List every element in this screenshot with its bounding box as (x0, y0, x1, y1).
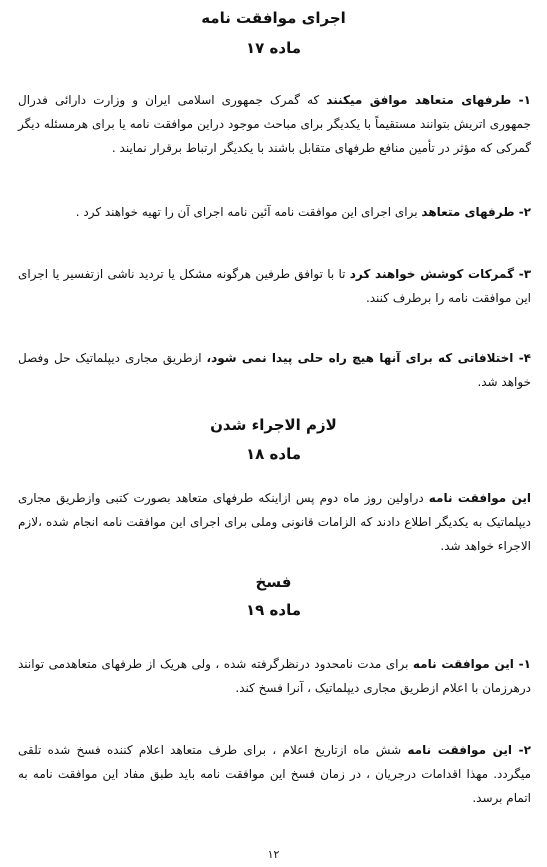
article-17-paragraph-1 (18, 88, 531, 160)
article-19-paragraph-1 (18, 652, 531, 700)
article-17-paragraph-2-lead: ۲- طرفهای متعاهد (421, 205, 531, 219)
article-17-paragraph-2 (18, 200, 531, 224)
article-17-paragraph-1-text: که گمرک جمهوری اسلامی ایران و وزارت دارائی فدرال جمهوری اتریش بتوانند مستقیماً با یکدیگر برای مباحث موجود دراین موافقت نامه یا برای هرمسئله دیگر گمرکی که مؤثر در تأمین منافع طرفهای متقابل باشند با یکدیگر ارتباط برقرار نمایند . (18, 93, 531, 155)
article-19-paragraph-1-text: برای مدت نامحدود درنظرگرفته شده ، ولی هریک از طرفهای متعاهدمی توانند درهرزمان با اعلام ازطریق مجاری دیپلماتیک ، آنرا فسخ کند. (18, 657, 531, 695)
article-17-paragraph-4-text: ازطریق مجاری دیپلماتیک حل وفصل خواهد شد. (18, 351, 531, 389)
section-title-implementation: اجرای موافقت نامه (201, 9, 346, 27)
article-17-paragraph-4-lead: ۴- اختلافاتی که برای آنها هیچ راه حلی پیدا نمی شود، (206, 351, 531, 365)
article-17-paragraph-4 (18, 346, 531, 394)
article-18-paragraph-1-lead: این موافقت نامه (428, 491, 531, 505)
article-19-paragraph-2 (18, 738, 531, 810)
article-17-heading: ماده ۱۷ (245, 39, 301, 57)
article-18-paragraph-1-text: دراولین روز ماه دوم پس ازاینکه طرفهای متعاهد بصورت کتبی وازطریق مجاری دیپلماتیک به یکدیگر اطلاع دادند که الزامات قانونی وملی برای اجرای این موافقت نامه انجام شده ،لازم الاجراء خواهد شد. (18, 491, 531, 553)
article-19-paragraph-2-text: شش ماه ازتاریخ اعلام ، برای طرف متعاهد اعلام کننده فسخ شده تلقی میگردد. مهذا اقدامات درجریان ، در زمان فسخ این موافقت نامه باید طبق مفاد این موافقت نامه به اتمام برسد. (18, 743, 531, 805)
article-17-paragraph-3-lead: ۳- گمرکات کوشش خواهند کرد (349, 267, 532, 281)
article-17-paragraph-2-text: برای اجرای این موافقت نامه آئین نامه اجرای آن را تهیه خواهند کرد . (75, 205, 422, 219)
section-title-entry-into-force: لازم الاجراء شدن (210, 416, 337, 434)
article-18-paragraph-1 (18, 486, 531, 558)
article-19-paragraph-2-lead: ۲- این موافقت نامه (407, 743, 531, 757)
article-17-paragraph-1-lead: ۱- طرفهای متعاهد موافق میکنند (326, 93, 531, 107)
section-title-termination: فسخ (255, 573, 292, 591)
article-18-heading: ماده ۱۸ (245, 445, 301, 463)
article-19-heading: ماده ۱۹ (245, 601, 301, 619)
article-19-paragraph-1-lead: ۱- این موافقت نامه (412, 657, 531, 671)
article-17-paragraph-3 (18, 262, 531, 310)
page-number: ۱۲ (267, 848, 280, 861)
article-17-paragraph-3-text: تا با توافق طرفین هرگونه مشکل یا تردید ناشی ازتفسیر یا اجرای این موافقت نامه را برطرف کنند. (18, 267, 531, 305)
